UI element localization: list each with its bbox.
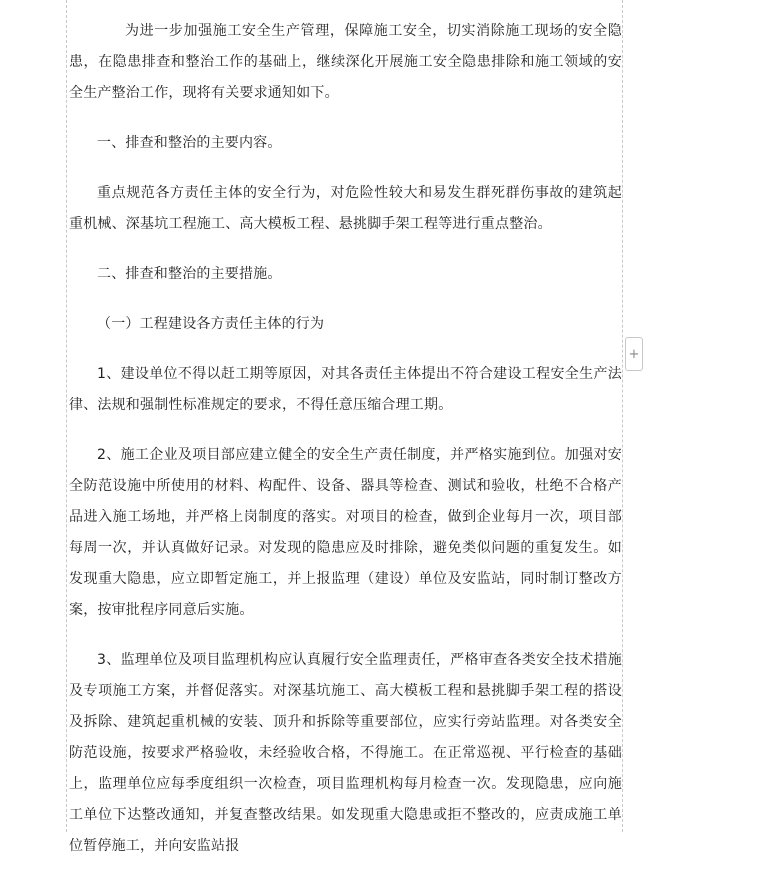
list-item-1: 1、建设单位不得以赶工期等原因，对其各责任主体提出不符合建设工程安全生产法律、法规和强制性标准规定的要求，不得任意压缩合理工期。 <box>69 366 622 413</box>
list-item-3: 3、监理单位及项目监理机构应认真履行安全监理责任，严格审查各类安全技术措施及专项施工方案，并督促落实。对深基坑施工、高大模板工程和悬挑脚手架工程的搭设及拆除、建筑起重机械的安装、顶升和拆除等重要部位，应实行旁站监理。对各类安全防范设施，按要求严格验收，未经验收合格，不得施工。在正常巡视、平行检查的基础上，监理单位应每季度组织一次检查，项目监理机构每月检查一次。发现隐患，应向施工单位下达整改通知，并复查整改结果。如发现重大隐患或拒不整改的，应责成施工单位暂停施工，并向安监站报 <box>69 652 622 854</box>
intro-paragraph: 为进一步加强施工安全生产管理，保障施工安全，切实消除施工现场的安全隐患，在隐患排查和整治工作的基础上，继续深化开展施工安全隐患排除和施工领域的安全生产整治工作，现将有关要求通知如下。 <box>69 23 622 101</box>
plus-icon: + <box>628 346 640 362</box>
document-page <box>66 0 623 854</box>
list-item-2: 2、施工企业及项目部应建立健全的安全生产责任制度，并严格实施到位。加强对安全防范设施中所使用的材料、构配件、设备、器具等检查、测试和验收，杜绝不合格产品进入施工场地，并严格上岗制度的落实。对项目的检查，做到企业每月一次，项目部每周一次，并认真做好记录。对发现的隐患应及时排除，避免类似问题的重复发生。如发现重大隐患，应立即暂定施工，并上报监理（建设）单位及安监站，同时制订整改方案，按审批程序同意后实施。 <box>69 447 622 618</box>
document-body <box>69 16 622 881</box>
expand-panel-button[interactable] <box>625 337 643 371</box>
section-heading-2: 二、排查和整治的主要措施。 <box>97 266 282 282</box>
subsection-heading: （一）工程建设各方责任主体的行为 <box>97 316 325 332</box>
section-heading-1: 一、排查和整治的主要内容。 <box>97 135 282 151</box>
body-paragraph: 重点规范各方责任主体的安全行为，对危险性较大和易发生群死群伤事故的建筑起重机械、深基坑工程施工、高大模板工程、悬挑脚手架工程等进行重点整治。 <box>69 185 622 232</box>
